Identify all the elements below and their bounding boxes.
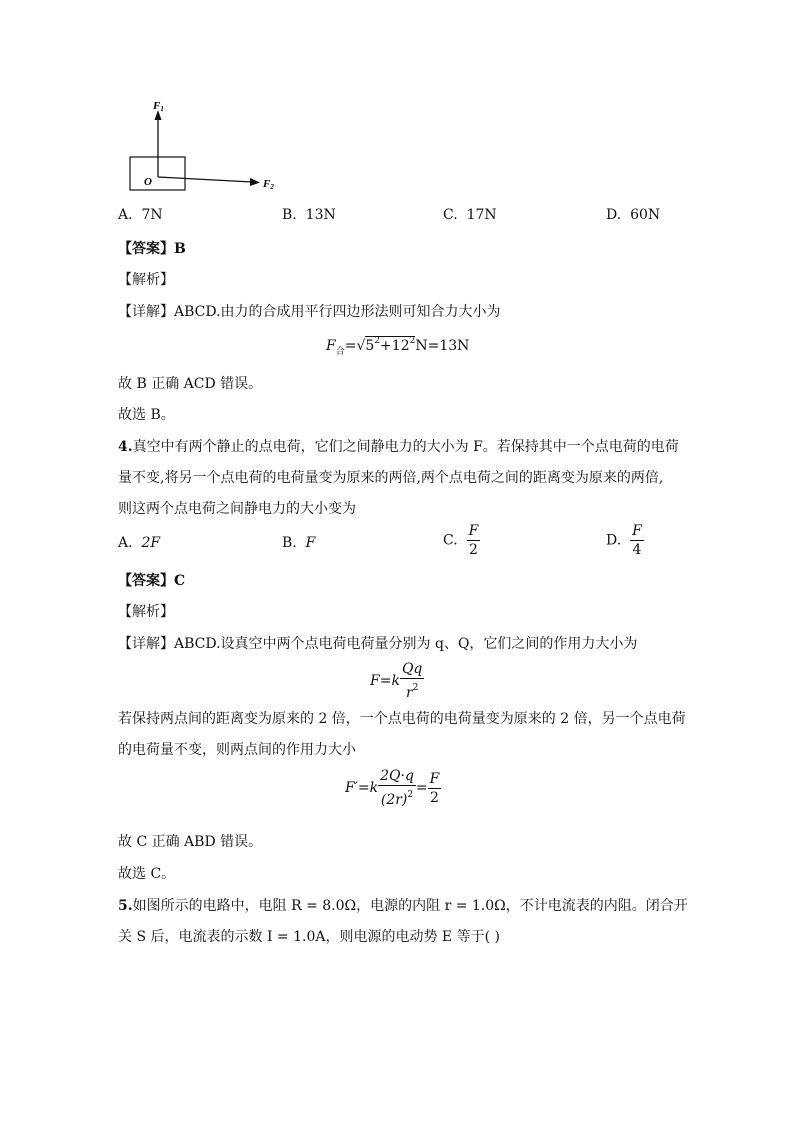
q5-stem-line-1: 5.如图所示的电路中，电阻 R = 8.0Ω，电源的内阻 r = 1.0Ω，不计电流表的内阻。闭合开 xyxy=(118,898,688,914)
q4-option-a: A. 2F xyxy=(118,535,161,551)
q3-option-b: B. 13N xyxy=(282,207,336,223)
origin-label: O xyxy=(144,176,152,188)
q4-option-c: C. $\frac{F}{2}$ xyxy=(443,523,479,558)
q4-answer-label: 【答案】C xyxy=(118,573,186,589)
q4-detail: 【详解】ABCD.设真空中两个点电荷电荷量分别为 q、Q，它们之间的作用力大小为 xyxy=(118,636,638,652)
q3-conclusion-2: 故选 B。 xyxy=(118,407,175,423)
q5-stem-line-2: 关 S 后，电流表的示数 I = 1.0A，则电源的电动势 E 等于( ) xyxy=(118,929,500,945)
q4-option-b: B. F xyxy=(282,535,316,551)
q3-answer-label: 【答案】B xyxy=(118,241,186,257)
q3-detail: 【详解】ABCD.由力的合成用平行四边形法则可知合力大小为 xyxy=(118,304,501,320)
force-diagram xyxy=(120,95,290,200)
q4-option-d: D. $\frac{F}{4}$ xyxy=(606,523,642,558)
q4-analysis-label: 【解析】 xyxy=(118,604,174,620)
q4-mid-line-2: 的电荷量不变，则两点间的作用力大小 xyxy=(118,742,356,758)
q4-conclusion-1: 故 C 正确 ABD 错误。 xyxy=(118,834,263,850)
q4-mid-line-1: 若保持两点间的距离变为原来的 2 倍，一个点电荷的电荷量变为原来的 2 倍，另一个点电荷 xyxy=(118,711,686,727)
f2-arrowhead xyxy=(250,178,260,186)
q4-stem-line-3: 则这两个点电荷之间静电力的大小变为 xyxy=(118,501,356,517)
q4-stem-line-1: 4.真空中有两个静止的点电荷，它们之间静电力的大小为 F。若保持其中一个点电荷的电荷 xyxy=(118,439,679,455)
q3-option-d: D. 60N xyxy=(606,207,661,223)
q3-conclusion-1: 故 B 正确 ACD 错误。 xyxy=(118,376,263,392)
q3-option-a: A. 7N xyxy=(118,207,163,223)
q3-formula: $F_合=√5^2+12^2N=13N$ xyxy=(326,336,470,357)
q4-stem-line-2: 量不变,将另一个点电荷的电荷量变为原来的两倍,两个点电荷之间的距离变为原来的两倍, xyxy=(118,470,664,486)
f1-label: F1 xyxy=(153,100,164,113)
q4-formula-2: F′=k $\frac{2Q\cdot q}{(2r)^2}$ = $\frac{F}{2}$ xyxy=(345,768,440,808)
q3-analysis-label: 【解析】 xyxy=(118,272,174,288)
q4-formula-1: F=k $\frac{Qq}{r^2}$ xyxy=(370,661,423,701)
q3-option-c: C. 17N xyxy=(443,207,497,223)
f2-arrow-line xyxy=(158,177,252,182)
f2-label: F2 xyxy=(263,178,274,191)
q4-conclusion-2: 故选 C。 xyxy=(118,866,176,882)
